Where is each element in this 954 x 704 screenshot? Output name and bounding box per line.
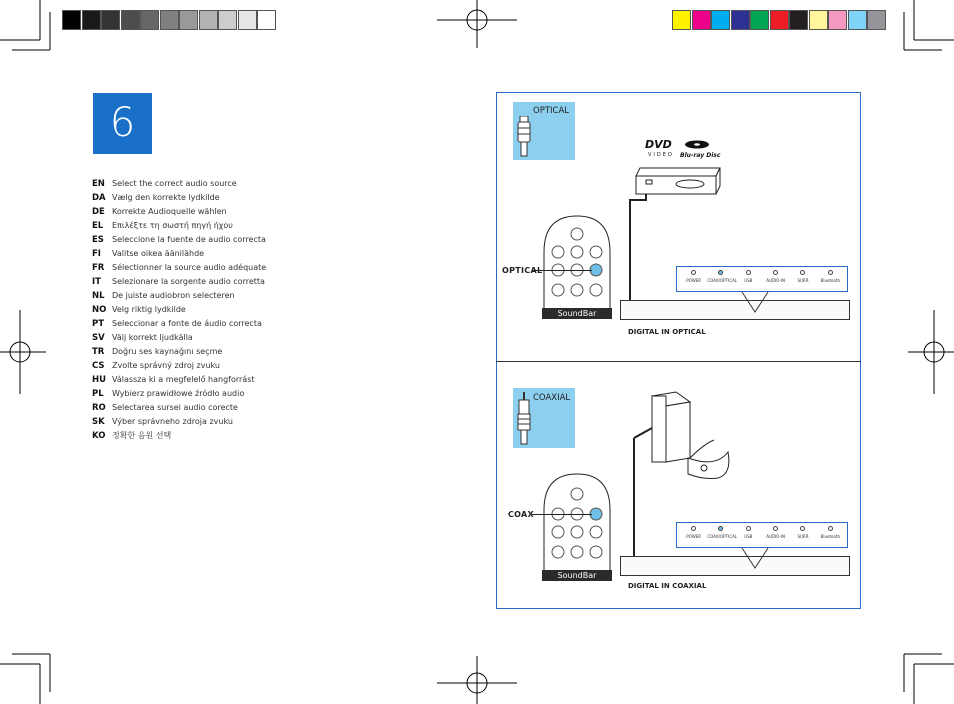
coaxial-soundbar-icon bbox=[620, 556, 850, 576]
registration-mark-left bbox=[0, 310, 46, 394]
indicator-led-icon bbox=[828, 270, 833, 275]
indicator-label: USB bbox=[744, 534, 753, 539]
language-code: ES bbox=[92, 235, 104, 245]
optical-caption: DIGITAL IN OPTICAL bbox=[628, 328, 706, 336]
indicator bbox=[762, 526, 789, 539]
language-code: KO bbox=[92, 431, 106, 441]
indicator-led-icon bbox=[828, 526, 833, 531]
language-instruction: Korrekte Audioquelle wählen bbox=[112, 207, 227, 216]
language-row bbox=[92, 389, 244, 399]
language-code: FR bbox=[92, 263, 105, 273]
color-swatch bbox=[828, 10, 847, 30]
language-code: PL bbox=[92, 389, 104, 399]
optical-remote-button-label: OPTICAL bbox=[502, 266, 543, 275]
coaxial-caption: DIGITAL IN COAXIAL bbox=[628, 582, 707, 590]
language-row bbox=[92, 263, 266, 273]
indicator-led-icon bbox=[691, 270, 696, 275]
bluray-logo: Blu-ray Disc bbox=[680, 152, 721, 159]
language-row bbox=[92, 417, 233, 427]
color-swatch bbox=[179, 10, 198, 30]
indicator-led-icon bbox=[746, 526, 751, 531]
indicator-led-icon bbox=[718, 270, 723, 275]
language-row bbox=[92, 319, 262, 329]
indicator-led-icon bbox=[800, 270, 805, 275]
indicator bbox=[707, 526, 737, 539]
language-row bbox=[92, 305, 186, 315]
language-code: HU bbox=[92, 375, 107, 385]
language-code: DE bbox=[92, 207, 105, 217]
dvd-logo: DVD bbox=[645, 138, 672, 151]
coaxial-remote-icon bbox=[540, 470, 614, 584]
language-row bbox=[92, 361, 220, 371]
indicator bbox=[817, 526, 844, 539]
indicator bbox=[680, 270, 707, 283]
language-instruction: Výber správneho zdroja zvuku bbox=[112, 417, 233, 426]
language-row bbox=[92, 235, 266, 245]
language-instruction: Doğru ses kaynağını seçme bbox=[112, 347, 223, 356]
language-instruction: Επιλέξτε τη σωστή πηγή ήχου bbox=[112, 221, 233, 230]
language-code: NO bbox=[92, 305, 107, 315]
color-swatch bbox=[121, 10, 140, 30]
language-instruction: Wybierz prawidłowe źródło audio bbox=[112, 389, 245, 398]
color-swatch bbox=[672, 10, 691, 30]
language-instruction: Sélectionner la source audio adéquate bbox=[112, 263, 267, 272]
indicator bbox=[789, 270, 816, 283]
color-swatch bbox=[692, 10, 711, 30]
language-code: FI bbox=[92, 249, 101, 259]
indicator-label: AUDIO-IN bbox=[766, 534, 786, 539]
language-code: TR bbox=[92, 347, 105, 357]
color-swatch bbox=[731, 10, 750, 30]
language-row bbox=[92, 179, 237, 189]
color-swatch bbox=[218, 10, 237, 30]
coaxial-cable-label: COAXIAL bbox=[533, 393, 571, 403]
language-instruction: Válassza ki a megfelelő hangforrást bbox=[112, 375, 255, 384]
color-swatch bbox=[711, 10, 730, 30]
indicator-led-icon bbox=[800, 526, 805, 531]
optical-remote-name: SoundBar bbox=[542, 308, 612, 319]
language-instruction: Seleccionar a fonte de áudio correcta bbox=[112, 319, 262, 328]
dvd-video-label: VIDEO bbox=[648, 152, 674, 158]
language-instruction: De juiste audiobron selecteren bbox=[112, 291, 235, 300]
indicator bbox=[817, 270, 844, 283]
language-instruction: Zvolte správný zdroj zvuku bbox=[112, 361, 220, 370]
color-swatch bbox=[238, 10, 257, 30]
language-row bbox=[92, 403, 238, 413]
color-swatch bbox=[257, 10, 276, 30]
optical-led-pointer bbox=[740, 290, 770, 316]
language-instruction: 정확한 음원 선택 bbox=[112, 431, 172, 440]
language-instruction: Selectarea sursei audio corecte bbox=[112, 403, 238, 412]
coaxial-led-pointer bbox=[740, 546, 770, 572]
indicator-led-icon bbox=[691, 526, 696, 531]
color-swatch bbox=[789, 10, 808, 30]
language-code: EL bbox=[92, 221, 104, 231]
language-row bbox=[92, 431, 171, 441]
language-code: EN bbox=[92, 179, 105, 189]
language-code: SV bbox=[92, 333, 105, 343]
indicator-label: Bluetooth bbox=[820, 534, 841, 539]
language-row bbox=[92, 291, 235, 301]
bluray-disc-icon bbox=[684, 138, 710, 151]
language-instruction: Velg riktig lydkilde bbox=[112, 305, 186, 314]
language-code: RO bbox=[92, 403, 106, 413]
color-swatch bbox=[82, 10, 101, 30]
language-code: CS bbox=[92, 361, 105, 371]
language-code: IT bbox=[92, 277, 101, 287]
registration-mark-top bbox=[437, 0, 517, 48]
color-swatch bbox=[101, 10, 120, 30]
language-row bbox=[92, 333, 193, 343]
indicator bbox=[735, 526, 762, 539]
indicator-label: AUDIO-IN bbox=[766, 278, 786, 283]
color-swatch bbox=[750, 10, 769, 30]
indicator bbox=[789, 526, 816, 539]
color-swatch bbox=[770, 10, 789, 30]
indicator-label: COAX/OPTICAL bbox=[707, 534, 737, 539]
language-row bbox=[92, 347, 222, 357]
registration-mark-right bbox=[908, 310, 954, 394]
language-instruction: Selezionare la sorgente audio corretta bbox=[112, 277, 265, 286]
indicator-label: POWER bbox=[686, 534, 702, 539]
optical-cable-label: OPTICAL bbox=[533, 106, 570, 116]
coaxial-plug-icon bbox=[517, 392, 533, 446]
language-code: SK bbox=[92, 417, 105, 427]
language-row bbox=[92, 375, 255, 385]
color-swatch bbox=[160, 10, 179, 30]
registration-mark-bottom bbox=[437, 656, 517, 704]
language-instruction: Valitse oikea äänilähde bbox=[112, 249, 205, 258]
color-swatch bbox=[199, 10, 218, 30]
language-code: DA bbox=[92, 193, 106, 203]
indicator-led-icon bbox=[746, 270, 751, 275]
indicator-label: COAX/OPTICAL bbox=[707, 278, 737, 283]
color-swatch bbox=[809, 10, 828, 30]
indicator-label: SURR bbox=[797, 534, 809, 539]
language-row bbox=[92, 221, 233, 231]
optical-plug-icon bbox=[517, 116, 533, 158]
coaxial-remote-name: SoundBar bbox=[542, 570, 612, 581]
optical-soundbar-icon bbox=[620, 300, 850, 320]
indicator-led-icon bbox=[773, 526, 778, 531]
indicator-led-icon bbox=[773, 270, 778, 275]
indicator-label: SURR bbox=[797, 278, 809, 283]
language-code: PT bbox=[92, 319, 105, 329]
language-row bbox=[92, 193, 220, 203]
language-code: NL bbox=[92, 291, 105, 301]
indicator-led-icon bbox=[718, 526, 723, 531]
color-swatch bbox=[848, 10, 867, 30]
language-instruction: Seleccione la fuente de audio correcta bbox=[112, 235, 266, 244]
indicator-label: Bluetooth bbox=[820, 278, 841, 283]
language-instruction: Select the correct audio source bbox=[112, 179, 237, 188]
coaxial-remote-button-label: COAX bbox=[508, 510, 535, 519]
language-instruction: Välj korrekt ljudkälla bbox=[112, 333, 193, 342]
color-swatch bbox=[140, 10, 159, 30]
step-number: 6 bbox=[93, 93, 152, 154]
coaxial-pointer-line bbox=[532, 514, 592, 515]
indicator bbox=[735, 270, 762, 283]
indicator bbox=[762, 270, 789, 283]
color-swatch bbox=[867, 10, 886, 30]
indicator bbox=[707, 270, 737, 283]
language-row bbox=[92, 249, 204, 259]
language-row bbox=[92, 207, 227, 217]
color-swatch bbox=[62, 10, 81, 30]
indicator-label: POWER bbox=[686, 278, 702, 283]
indicator bbox=[680, 526, 707, 539]
language-instruction: Vælg den korrekte lydkilde bbox=[112, 193, 220, 202]
indicator-label: USB bbox=[744, 278, 753, 283]
language-row bbox=[92, 277, 265, 287]
